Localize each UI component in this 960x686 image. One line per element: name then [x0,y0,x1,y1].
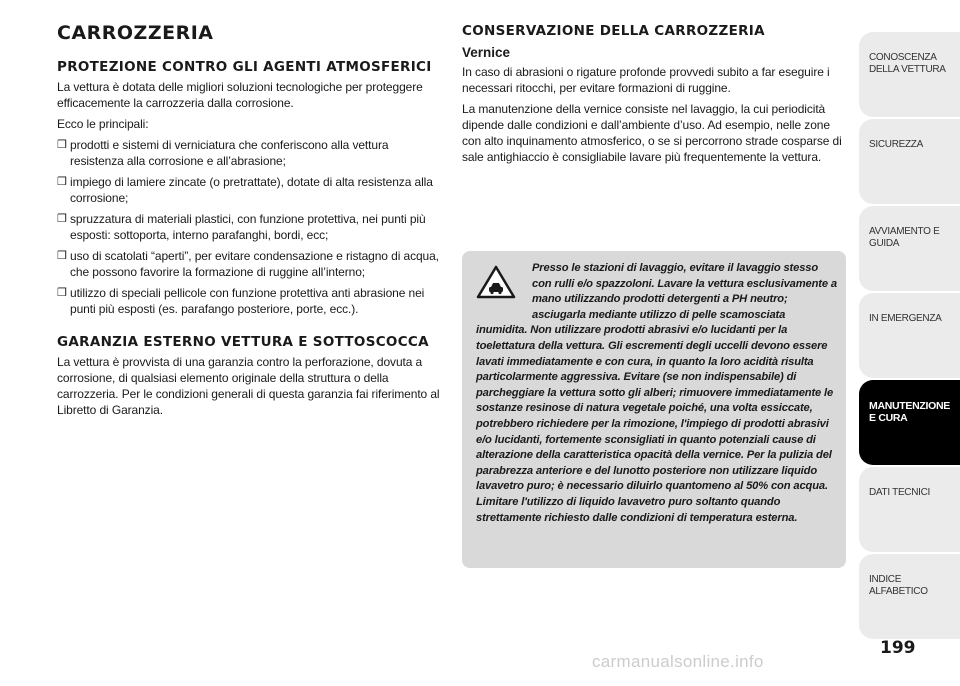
paint-para-2: La manutenzione della vernice consiste nel lavaggio, la cui periodicità dipende dalle condizioni e dall’ambiente d’uso. Ad esempio, nelle zone con alto inquinamento atmosferico, o se si percorrono strade cosparse di sale antighiaccio è consigliabile lavare più frequentemente la vettura. [462,102,842,164]
paint-subheading: Vernice [462,45,511,60]
tab-indice-alfabetico[interactable]: INDICE ALFABETICO [859,554,960,639]
protection-list [57,137,440,317]
list-item: ❒ prodotti e sistemi di verniciatura che conferiscono alla vettura resistenza alla corrosione e all’abrasione; [57,138,389,168]
left-column [57,22,440,423]
tab-avviamento-e-guida[interactable]: AVVIAMENTO E GUIDA [859,206,960,291]
checkbox-bullet-icon: ❒ [57,213,67,225]
right-column [462,22,848,170]
tab-manutenzione-e-cura[interactable]: MANUTENZIONE E CURA [859,380,960,465]
protection-intro: La vettura è dotata delle migliori soluzioni tecnologiche per proteggere efficacemente la carrozzeria dalla corrosione. [57,80,423,110]
checkbox-bullet-icon: ❒ [57,250,67,262]
list-item: ❒ uso di scatolati “aperti”, per evitare condensazione e ristagno di acqua, che possono favorire la formazione di ruggine all’interno; [57,249,439,279]
warning-text: Presso le stazioni di lavaggio, evitare il lavaggio stesso con rulli e/o spazzoloni. Lavare la vettura esclusivamente a mano utilizzando prodotti detergenti a PH neutro; asciugarla mediante utilizzo di pelle scamosciata inumidita. Non utilizzare prodotti abrasivi e/o lucidanti per la toelettatura della vettura. Gli escrementi degli uccelli devono essere lavati immediatamente e con cura, in quanto la loro acidità risulta particolarmente aggressiva. Evitare (se non indispensabile) di parcheggiare la vettura sotto gli alberi; rimuovere immediatamente le sostanze resinose di natura vegetale poiché, una volta essiccate, potrebbero richiedere per la rimozione, l'impiego di prodotti abrasivi e/o lucidanti, fortemente sconsigliati in quanto potenziali cause di alterazione della caratteristica opacità della vernice. Per la pulizia del parabrezza anteriore e del lunotto posteriore non utilizzare liquido lavavetro puro; è necessario diluirlo quantomeno al 50% con acqua. Limitare l'utilizzo di liquido lavavetro puro soltanto quando strettamente richiesto dalle condizioni di temperatura esterna. [476,262,837,524]
warranty-heading: GARANZIA ESTERNO VETTURA E SOTTOSCOCCA [57,334,429,350]
checkbox-bullet-icon: ❒ [57,176,67,188]
tab-dati-tecnici[interactable]: DATI TECNICI [859,467,960,552]
list-item: ❒ impiego di lamiere zincate (o pretrattate), dotate di alta resistenza alla corrosione; [57,175,433,205]
page-number: 199 [880,638,916,658]
list-item: ❒ spruzzatura di materiali plastici, con funzione protettiva, nei punti più esposti: sottoporta, interno parafanghi, bordi, ecc; [57,212,426,242]
tab-sicurezza[interactable]: SICUREZZA [859,119,960,204]
checkbox-bullet-icon: ❒ [57,139,67,151]
protection-heading: PROTEZIONE CONTRO GLI AGENTI ATMOSFERICI [57,59,432,75]
page-title: CARROZZERIA [57,22,214,44]
checkbox-bullet-icon: ❒ [57,287,67,299]
chapter-tabs [859,32,960,641]
tab-in-emergenza[interactable]: IN EMERGENZA [859,293,960,378]
warning-box [462,251,846,568]
watermark: carmanualsonline.info [592,652,764,671]
list-item: ❒ utilizzo di speciali pellicole con funzione protettiva anti abrasione nei punti più esposti (es. parafango posteriore, porte, ecc.). [57,286,425,316]
warranty-body: La vettura è provvista di una garanzia contro la perforazione, dovuta a corrosione, di qualsiasi elemento originale della struttura o della carrozzeria. Per le condizioni generali di questa garanzia fai riferimento al Libretto di Garanzia. [57,355,440,417]
tab-conoscenza-della-vettura[interactable]: CONOSCENZA DELLA VETTURA [859,32,960,117]
paint-para-1: In caso di abrasioni o rigature profonde provvedi subito a far eseguire i necessari ritocchi, per evitare formazioni di ruggine. [462,65,830,95]
conservation-heading: CONSERVAZIONE DELLA CARROZZERIA [462,23,765,39]
protection-lead: Ecco le principali: [57,117,149,131]
